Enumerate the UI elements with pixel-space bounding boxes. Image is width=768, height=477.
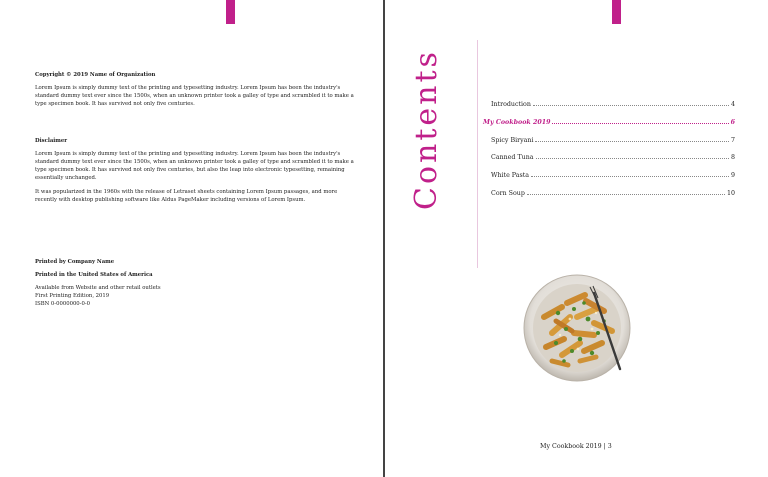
disclaimer-section xyxy=(35,137,355,208)
disclaimer-paragraph: It was popularized in the 1960s with the release of Letraset sheets containing Lorem Ipsum passages, and more recently with desktop publishing software like Aldus PageMaker including versions of Lorem Ipsum. xyxy=(35,189,338,203)
toc-entry-canned-tuna[interactable] xyxy=(491,154,735,172)
page-tab-marker xyxy=(612,0,621,24)
toc-leader-dots xyxy=(531,176,729,177)
printed-by: Printed by Company Name xyxy=(35,259,115,265)
toc-entry-introduction[interactable] xyxy=(491,101,735,119)
disclaimer-heading: Disclaimer xyxy=(35,138,68,144)
toc-entry-label: My Cookbook 2019 xyxy=(483,118,551,126)
toc-entry-label: Canned Tuna xyxy=(491,154,534,162)
disclaimer-paragraph: Lorem Ipsum is simply dummy text of the printing and typesetting industry. Lorem Ipsum has been the industry's standard dummy text ever since the 1500s, when an unknown printer took a galley of type and scrambled it to make a type specimen book. It has survived not only five centuries, but also the leap into electronic typesetting, remaining essentially unchanged. xyxy=(35,151,354,181)
toc-page-number: 4 xyxy=(730,101,735,108)
toc-leader-dots xyxy=(536,158,729,159)
toc-entry-spicy-biryani[interactable] xyxy=(491,137,735,155)
toc-leader-dots xyxy=(535,141,729,142)
contents-title: Contents xyxy=(409,49,444,210)
toc-entry-my-cookbook-2019[interactable] xyxy=(483,119,735,137)
toc-page-number: 7 xyxy=(730,136,735,144)
toc-leader-dots xyxy=(527,194,725,195)
toc-page-number: 6 xyxy=(730,118,735,126)
copyright-section xyxy=(35,71,355,112)
toc-leader-dots xyxy=(552,123,728,124)
toc-entry-label: Spicy Biryani xyxy=(491,136,534,144)
toc-entry-corn-soup[interactable] xyxy=(491,190,735,208)
copyright-heading: Copyright © 2019 Name of Organization xyxy=(35,72,156,78)
toc-page-number: 8 xyxy=(730,154,735,162)
edition-text: First Printing Edition, 2019 xyxy=(35,293,110,299)
toc-page-number: 10 xyxy=(726,189,735,197)
copyright-text: Lorem Ipsum is simply dummy text of the printing and typesetting industry. Lorem Ipsum has been the industry's standard dummy text ever since the 1500s, when an unknown printer took a galley of type and scrambled it to make a type specimen book. It has survived not only five centuries. xyxy=(35,85,354,107)
toc-entry-label: White Pasta xyxy=(491,172,530,180)
toc-page-number: 9 xyxy=(730,172,735,180)
page-tab-marker xyxy=(226,0,235,24)
table-of-contents xyxy=(483,101,735,208)
isbn-text: ISBN 0-0000000-0-0 xyxy=(35,301,91,307)
toc-entry-white-pasta[interactable] xyxy=(491,172,735,190)
toc-entry-label: Introduction xyxy=(491,101,531,108)
printing-info xyxy=(35,258,355,308)
pasta-dish-image xyxy=(522,273,632,383)
divider xyxy=(477,40,478,268)
toc-entry-label: Corn Soup xyxy=(491,189,525,197)
page-footer: My Cookbook 2019 | 3 xyxy=(540,443,612,450)
printed-in: Printed in the United States of America xyxy=(35,272,153,278)
availability-text: Available from Website and other retail outlets xyxy=(35,285,161,291)
toc-leader-dots xyxy=(533,105,729,106)
